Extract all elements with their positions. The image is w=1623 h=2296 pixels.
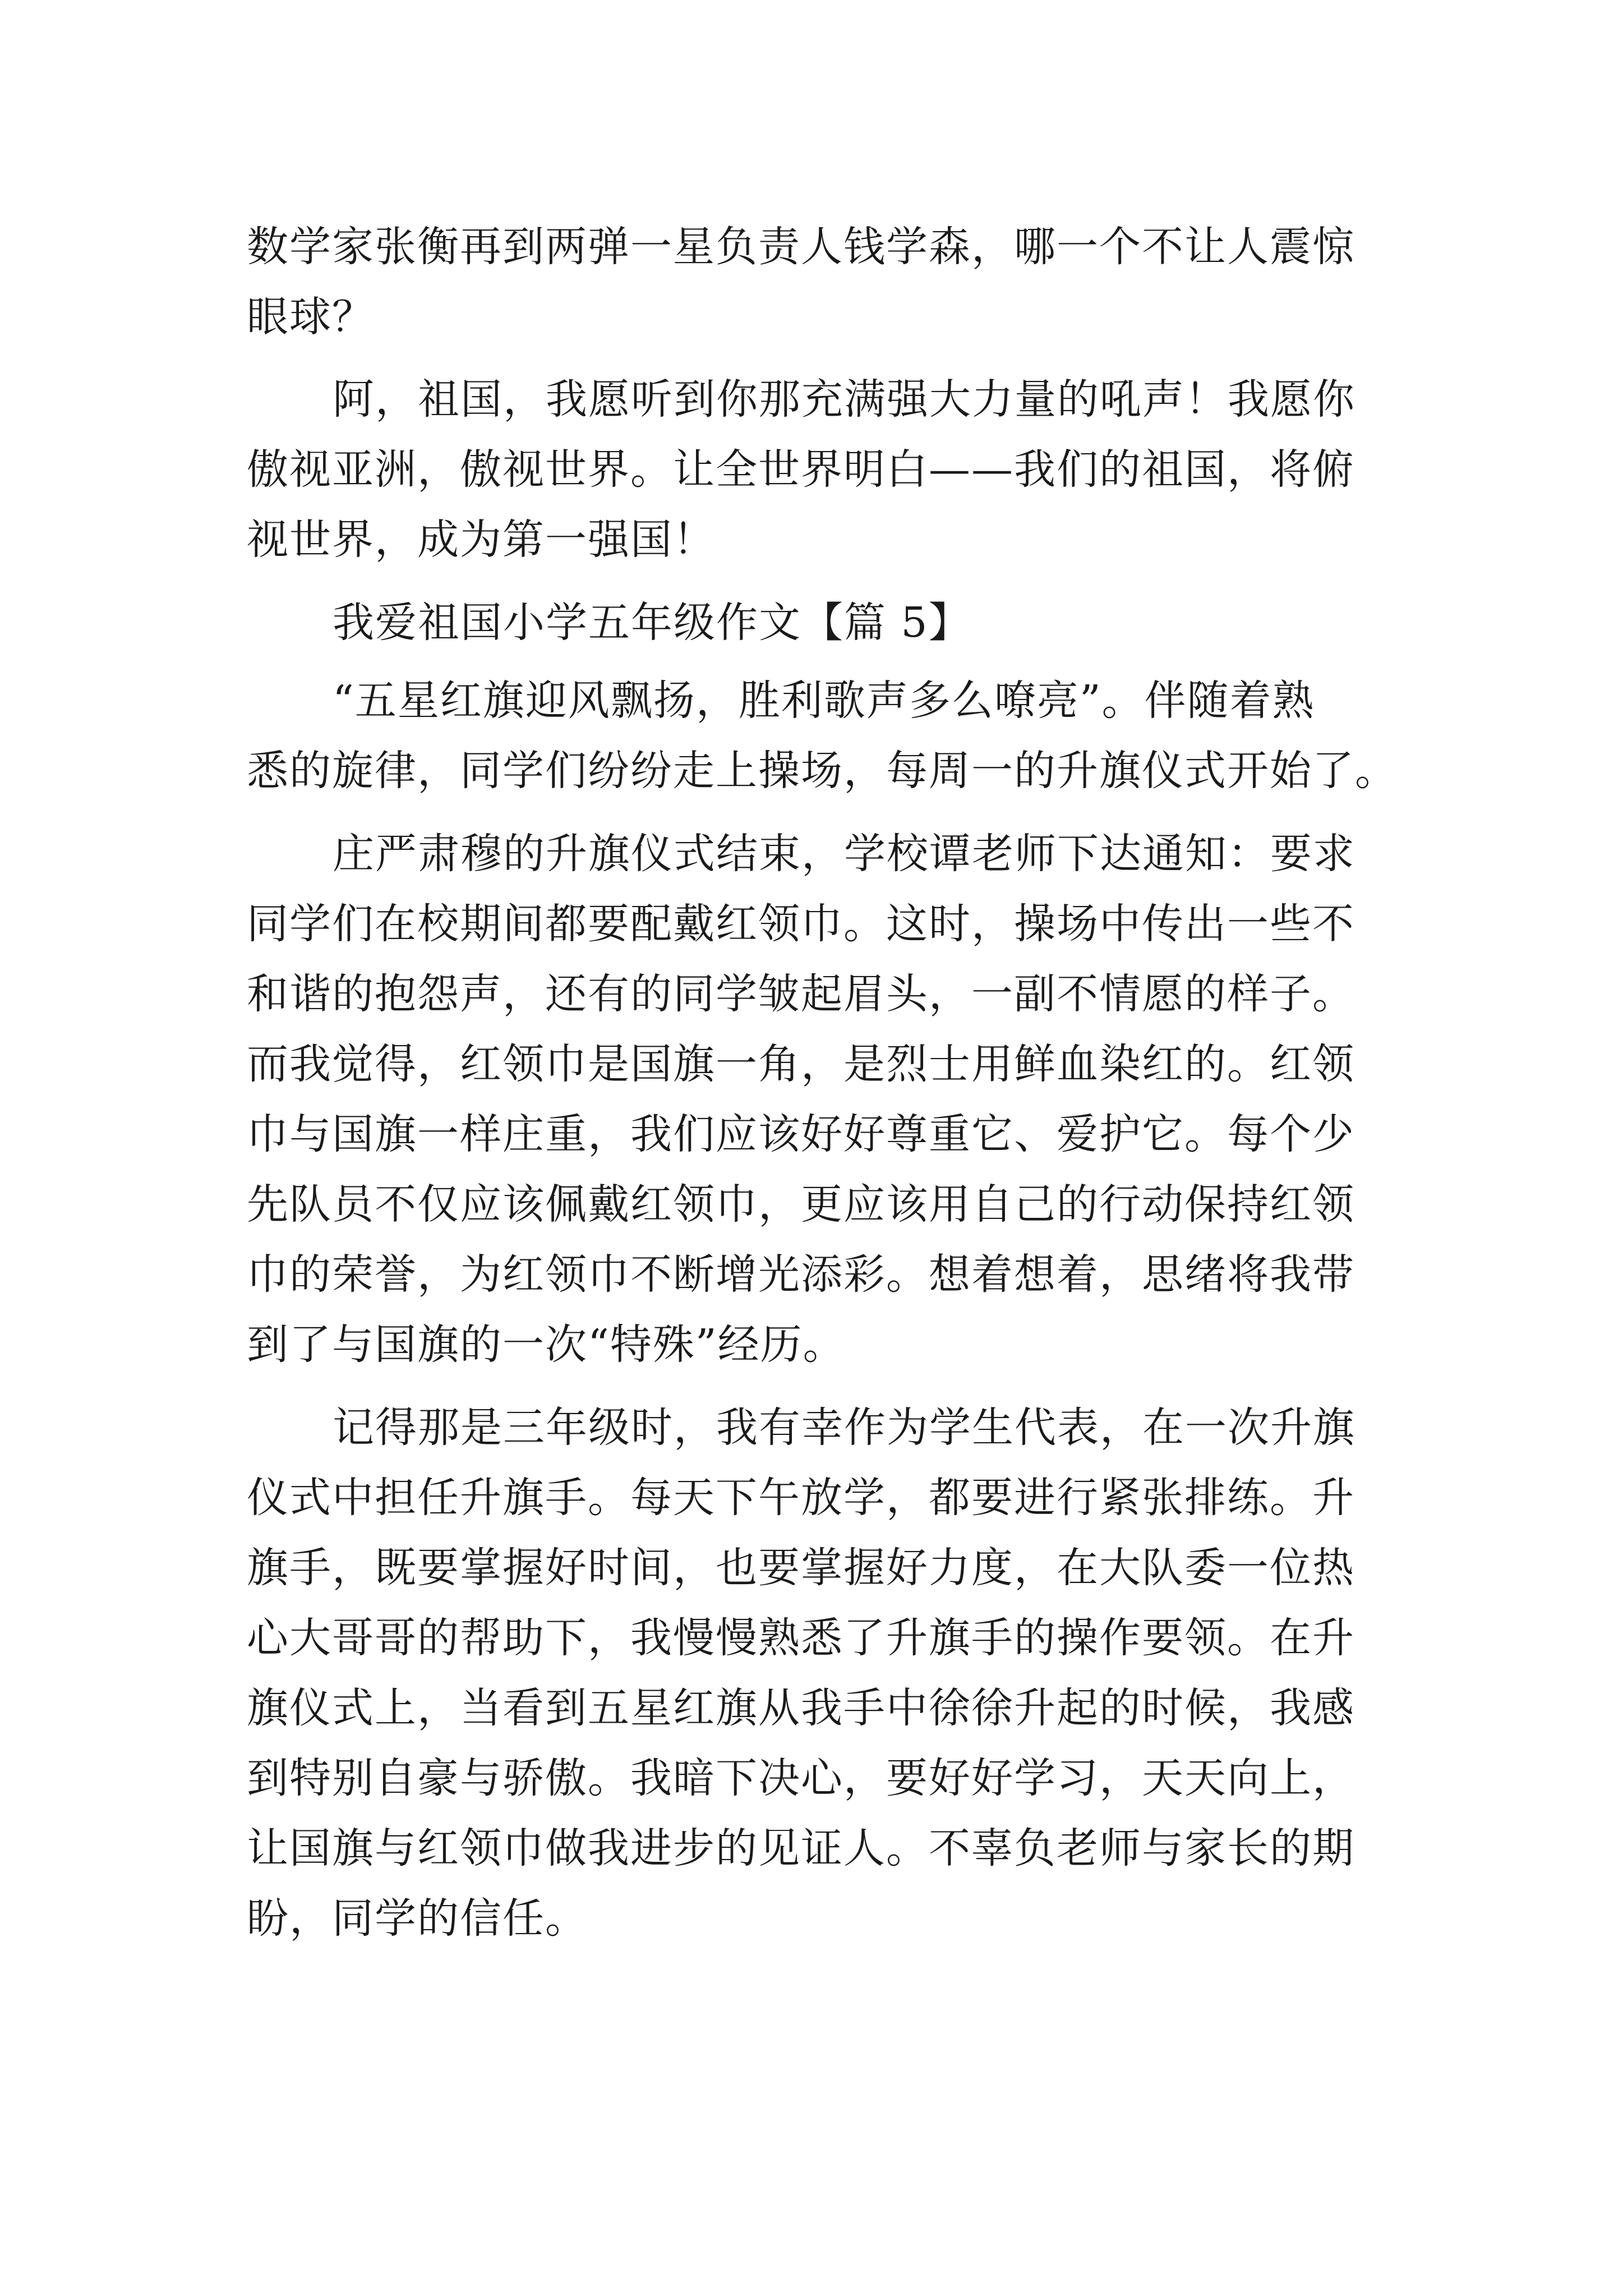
text-line: 庄严肃穆的升旗仪式结束，学校谭老师下达通知：要求 <box>333 830 1355 878</box>
text-line: 巾的荣誉，为红领巾不断增光添彩。想着想着，思绪将我带 <box>247 1250 1355 1299</box>
text-line: 让国旗与红领巾做我进步的见证人。不辜负老师与家长的期 <box>247 1824 1355 1872</box>
text-line: 同学们在校期间都要配戴红领巾。这时，操场中传出一些不 <box>247 900 1355 948</box>
text-line: 心大哥哥的帮助下，我慢慢熟悉了升旗手的操作要领。在升 <box>247 1614 1355 1662</box>
text-line: 悉的旋律，同学们纷纷走上操场，每周一的升旗仪式开始了。 <box>247 747 1398 795</box>
text-line: 盼，同学的信任。 <box>247 1894 588 1943</box>
section-heading: 我爱祖国小学五年级作文【篇 5】 <box>333 599 971 647</box>
text-line: 和谐的抱怨声，还有的同学皱起眉头，一副不情愿的样子。 <box>247 970 1355 1018</box>
text-line: 旗仪式上，当看到五星红旗从我手中徐徐升起的时候，我感 <box>247 1684 1355 1732</box>
text-line: 视世界，成为第一强国！ <box>247 516 716 564</box>
text-line: 傲视亚洲，傲视世界。让全世界明白——我们的祖国，将俯 <box>247 445 1355 494</box>
text-line: 到了与国旗的一次“特殊”经历。 <box>247 1320 846 1369</box>
text-line: 数学家张衡再到两弹一星负责人钱学森，哪一个不让人震惊 <box>247 223 1355 271</box>
text-line: 眼球？ <box>247 293 375 341</box>
text-line: 旗手，既要掌握好时间，也要掌握好力度，在大队委一位热 <box>247 1544 1355 1592</box>
text-line: 巾与国旗一样庄重，我们应该好好尊重它、爱护它。每个少 <box>247 1110 1355 1158</box>
text-line: 而我觉得，红领巾是国旗一角，是烈士用鲜血染红的。红领 <box>247 1040 1355 1088</box>
text-line: 阿，祖国，我愿听到你那充满强大力量的吼声！我愿你 <box>333 375 1355 424</box>
text-line: 到特别自豪与骄傲。我暗下决心，要好好学习，天天向上， <box>247 1754 1355 1802</box>
text-line: 仪式中担任升旗手。每天下午放学，都要进行紧张排练。升 <box>247 1474 1355 1522</box>
text-line: “五星红旗迎风飘扬，胜利歌声多么嘹亮”。伴随着熟 <box>333 677 1315 725</box>
text-line: 记得那是三年级时，我有幸作为学生代表，在一次升旗 <box>333 1404 1355 1452</box>
text-line: 先队员不仅应该佩戴红领巾，更应该用自己的行动保持红领 <box>247 1180 1355 1228</box>
